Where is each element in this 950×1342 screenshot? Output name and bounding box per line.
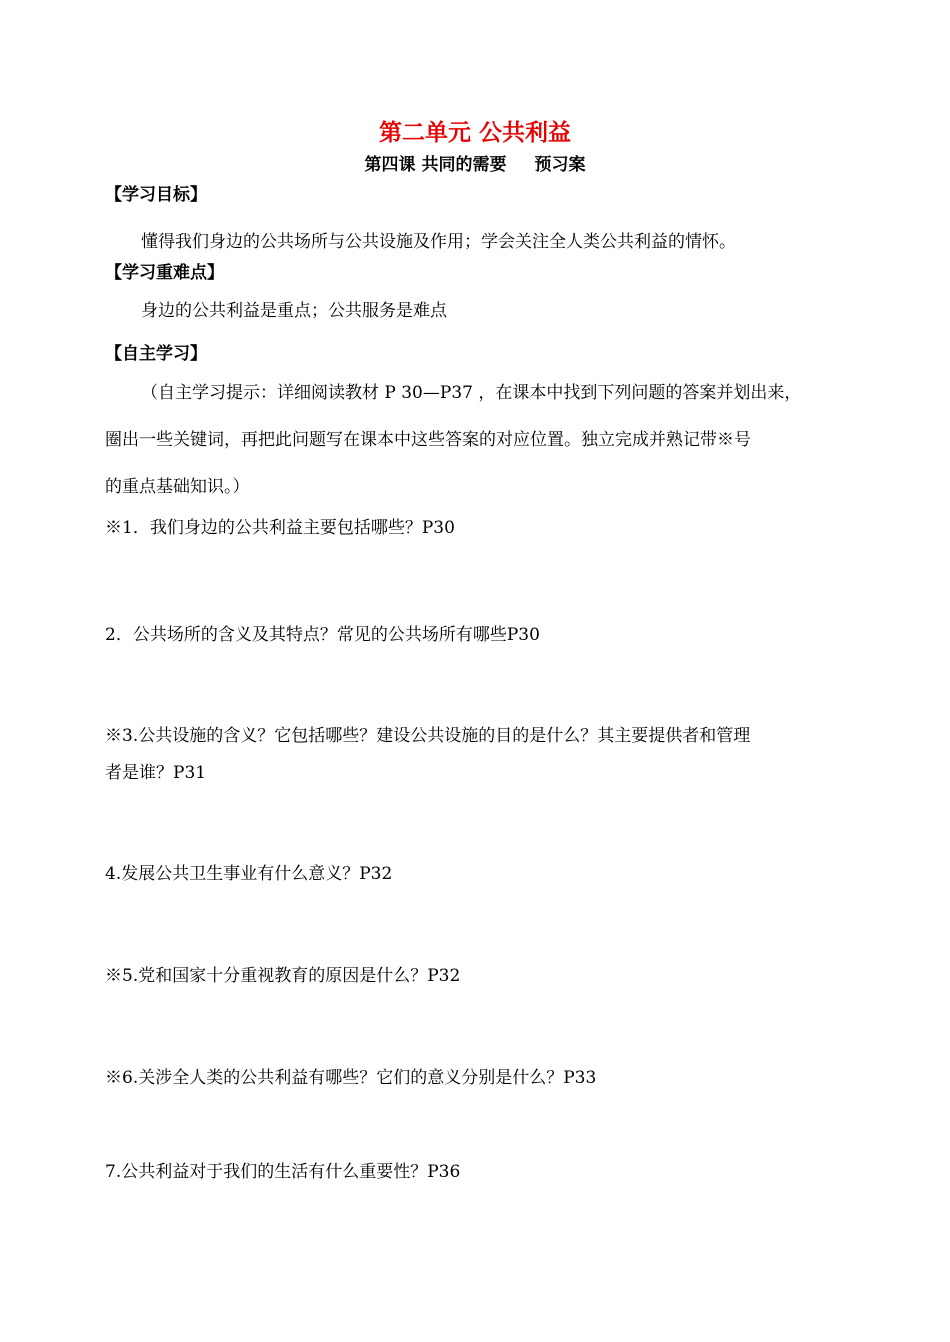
lesson-type: 预习案 — [534, 155, 586, 175]
key-points-heading: 【学习重难点】 — [105, 263, 224, 283]
self-study-hint-line: 圈出一些关键词，再把此问题写在课本中这些答案的对应位置。独立完成并熟记带※号 — [105, 430, 751, 450]
lesson-title: 第四课 共同的需要 — [364, 155, 507, 175]
question-3-continued: 者是谁？P31 — [105, 763, 207, 783]
question-1: ※1．我们身边的公共利益主要包括哪些？P30 — [105, 518, 455, 538]
question-5: ※5.党和国家十分重视教育的原因是什么？P32 — [105, 966, 461, 986]
question-4: 4.发展公共卫生事业有什么意义？P32 — [105, 864, 393, 884]
lesson-title-line — [0, 150, 950, 175]
question-6: ※6.关涉全人类的公共利益有哪些？它们的意义分别是什么？P33 — [105, 1068, 597, 1088]
unit-title: 第二单元 公共利益 — [378, 120, 571, 146]
key-points-text: 身边的公共利益是重点；公共服务是难点 — [141, 301, 447, 321]
goals-heading: 【学习目标】 — [105, 185, 207, 205]
self-study-hint-line: 的重点基础知识。） — [105, 477, 250, 497]
question-2: 2．公共场所的含义及其特点？常见的公共场所有哪些P30 — [105, 625, 540, 645]
question-3: ※3.公共设施的含义？它包括哪些？建设公共设施的目的是什么？其主要提供者和管理 — [105, 726, 751, 746]
self-study-heading: 【自主学习】 — [105, 344, 207, 364]
goals-text: 懂得我们身边的公共场所与公共设施及作用；学会关注全人类公共利益的情怀。 — [141, 232, 736, 252]
question-7: 7.公共利益对于我们的生活有什么重要性？P36 — [105, 1162, 461, 1182]
self-study-hint-line: （自主学习提示：详细阅读教材 P 30—P37 ，在课本中找到下列问题的答案并划出来， — [141, 383, 802, 403]
